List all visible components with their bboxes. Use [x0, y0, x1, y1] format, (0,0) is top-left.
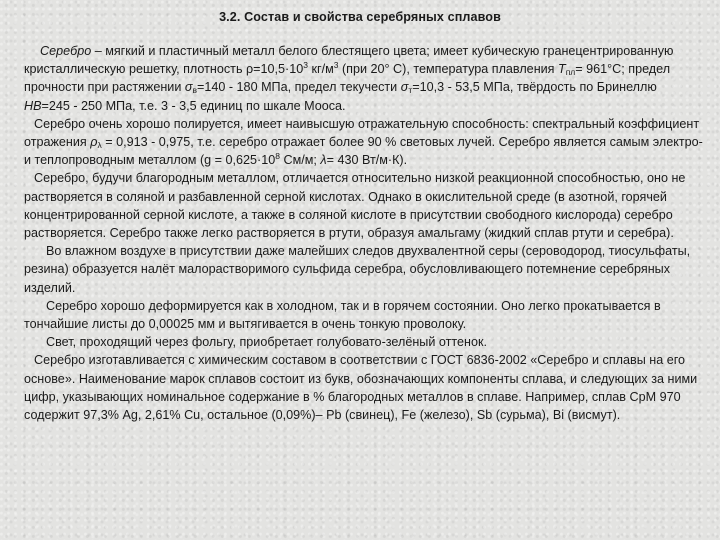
p2-text-c: См/м;: [279, 153, 321, 168]
slide-body: [24, 42, 704, 424]
paragraph-2: [24, 115, 704, 170]
sigma-t-symbol: σ: [400, 80, 409, 95]
p1-text-d: = 961°С; предел прочности при растяжении: [24, 62, 671, 95]
hb-symbol: НВ: [24, 98, 42, 113]
sigma-v-symbol: σ: [184, 80, 193, 95]
paragraph-6: Свет, проходящий через фольгу, приобретает голубовато-зелёный оттенок.: [46, 335, 487, 350]
p1-text-b: кг/м: [307, 62, 334, 77]
p1-sup-1: 3: [303, 60, 308, 71]
sigma-t-sub: т: [408, 85, 413, 96]
melting-temp-symbol: Т: [558, 62, 566, 77]
paragraph-5: Серебро хорошо деформируется как в холодном, так и в горячем состоянии. Оно легко прокатывается в тончайшие листы до 0,00025 мм и вытягивается в очень тонкую проволоку.: [24, 298, 661, 332]
paragraph-7: Серебро изготавливается с химическим составом в соответствии с ГОСТ 6836-2002 «Серебро и сплавы на его основе». Наименование марок сплавов состоит из букв, обозначающих компоненты сплава, и следующих за ними цифр, указывающих номинальное содержание в % благородных металлов в сплаве. Например, сплав СрМ 970 содержит 97,3% Ag, 2,61% Cu, остальное (0,09%)– Pb (свинец), Fe (железо), Sb (сурьма), Bi (висмут).: [24, 353, 698, 423]
rho-symbol: ρ: [90, 135, 98, 150]
p2-text-b: = 0,913 - 0,975, т.е. серебро отражает более 90 % световых лучей. Серебро является самым электро- и теплопроводным металлом (g = 0,625·10: [24, 135, 703, 168]
term-silver: Серебро: [40, 44, 92, 58]
lambda-symbol: λ: [320, 153, 327, 168]
slide-title: 3.2. Состав и свойства серебряных сплавов: [219, 10, 501, 24]
sigma-v-sub: в: [192, 85, 197, 96]
p1-text-e: =140 - 180 МПа, предел текучести: [197, 80, 401, 95]
p2-sup: 8: [275, 151, 280, 162]
p2-text-d: = 430 Вт/м·К).: [326, 153, 408, 168]
p1-text-f: =10,3 - 53,5 МПа, твёрдость по Бринеллю: [412, 80, 657, 95]
p2-text-a: Серебро очень хорошо полируется, имеет наивысшую отражательную способность: спектральный коэффициент отражения: [24, 116, 700, 150]
p1-sup-2: 3: [333, 60, 339, 71]
paragraph-1: [24, 42, 704, 115]
paragraph-4: Во влажном воздухе в присутствии даже малейших следов двухвалентной серы (сероводород, тиосульфаты, резина) образуется налёт малорастворимого сульфида серебра, обусловливающего потемнение серебряных изделий.: [24, 244, 691, 295]
paragraph-3: Серебро, будучи благородным металлом, отличается относительно низкой реакционной способностью, оно не растворяется в соляной и разбавленной серной кислотах. Однако в окислительной среде (в азотной, горячей концентрированной серной кислоте, а также в соляной кислоте в присутствии свободного кислорода) серебро растворяется. Серебро также легко растворяется в ртути, образуя амальгаму (жидкий сплав ртути и серебра).: [24, 171, 686, 241]
rho-sub: λ: [97, 140, 102, 151]
p1-text-c: (при 20° С), температура плавления: [338, 62, 558, 77]
melting-temp-sub: пл: [565, 67, 576, 78]
p1-text-g: =245 - 250 МПа, т.е. 3 - 3,5 единиц по шкале Мооса.: [41, 98, 346, 113]
p1-text-a: – мягкий и пластичный металл белого блестящего цвета; имеет кубическую гранецентрированную кристаллическую решетку, плотность ρ=10,5·10: [24, 44, 674, 77]
